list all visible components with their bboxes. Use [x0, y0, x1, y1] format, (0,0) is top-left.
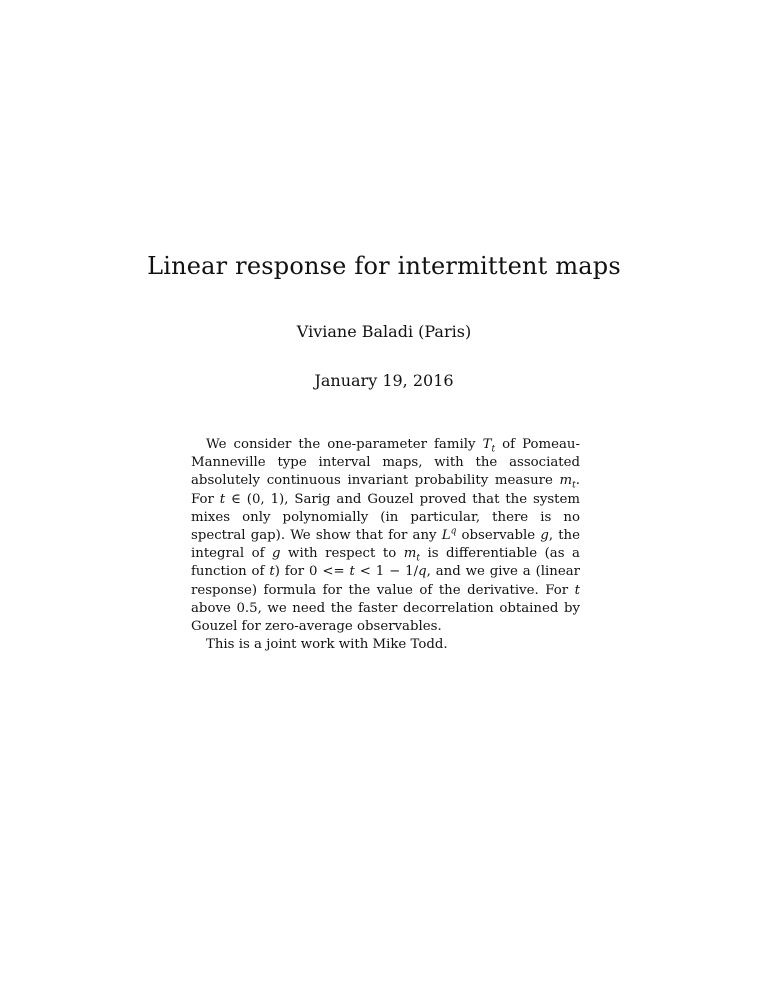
math-g: g: [540, 528, 549, 544]
text-span: of Pomeau-Manneville type interval maps, with the associated absolutely continuous invariant probability measure: [191, 437, 580, 489]
text-span: , and we give a (linear response) formula for the value of the derivative. For: [191, 564, 581, 598]
text-span: ) for 0 <=: [274, 564, 350, 580]
math-m: $m_t$: [559, 473, 576, 492]
math-t: t: [574, 582, 580, 598]
abstract-paragraph-1: [191, 436, 580, 636]
text-span: We consider the one-parameter family: [206, 437, 483, 452]
math-t: t: [219, 491, 226, 507]
math-t: t: [269, 564, 275, 580]
text-span: above 0.5, we need the faster decorrelation obtained by Gouzel for zero-average observables.: [191, 600, 580, 635]
math-g: g: [272, 546, 281, 562]
text-span: is differentiable (as a function of: [191, 546, 580, 580]
paper-title: Linear response for intermittent maps: [147, 252, 621, 280]
text-span: ∈ (0, 1), Sarig and Gouzel proved that the system mixes only polynomially (in particular, there is no spectral gap). We show that for any: [191, 491, 580, 544]
math-q: q: [418, 564, 427, 580]
text-span: . For: [191, 473, 580, 507]
math-T: $T_t$: [482, 437, 496, 455]
author-line: Viviane Baladi (Paris): [296, 322, 472, 341]
text-span: < 1 − 1/: [354, 564, 419, 580]
math-t: t: [349, 564, 355, 580]
text-span: observable: [456, 528, 541, 544]
text-span: with respect to: [280, 546, 404, 562]
math-L: $L^q$: [441, 526, 457, 544]
date-line: January 19, 2016: [314, 371, 454, 390]
text-span: , the integral of: [191, 528, 580, 562]
abstract-paragraph-2: This is a joint work with Mike Todd.: [206, 637, 448, 653]
abstract: [191, 436, 580, 654]
math-m: $m_t$: [403, 546, 420, 564]
